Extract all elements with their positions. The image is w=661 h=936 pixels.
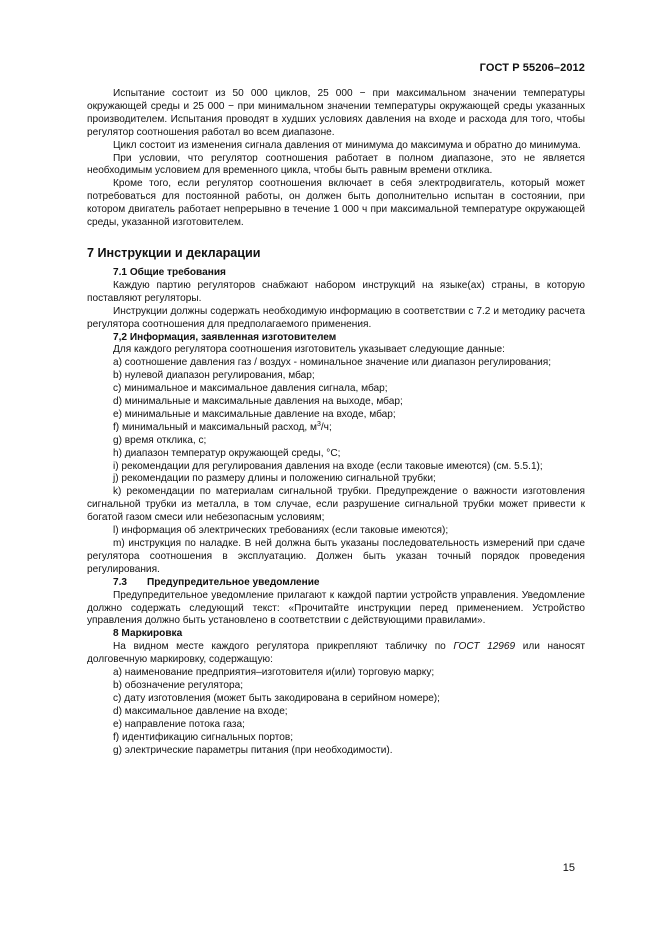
subsection-7-1-paragraph-2: Инструкции должны содержать необходимую информацию в соответствии с 7.2 и методику расчета регулятора соотношения для предполагаемого применения. — [87, 305, 585, 330]
subsection-7-3-number: 7.3 — [113, 576, 128, 588]
subsection-7-3-heading — [87, 577, 585, 590]
section-7-heading: 7 Инструкции и декларации — [87, 245, 261, 260]
list-item-k: k) рекомендации по материалам сигнальной трубки. Предупреждение о важности изготовления сигнальной трубки из металла, в том случае, если разрушение сигнальной трубки может привести к богатой газом смеси или небезопасным условиям; — [87, 486, 585, 524]
intro-paragraph-3: При условии, что регулятор соотношения работает в полном диапазоне, это не является необходимым условием для временного цикла, чтобы быть равным времени отклика. — [87, 152, 585, 177]
standard-reference: ГОСТ 12969 — [453, 641, 516, 653]
list-item-c: c) минимальное и максимальное давления сигнала, мбар; — [113, 383, 388, 395]
list-item-b: b) нулевой диапазон регулирования, мбар; — [113, 370, 315, 382]
list-item-g: g) время отклика, с; — [113, 434, 207, 446]
marking-item-c: c) дату изготовления (может быть закодирована в серийном номере); — [113, 692, 440, 704]
marking-item-a: a) наименование предприятия–изготовителя и(или) торговую марку; — [113, 667, 435, 679]
list-item-d: d) минимальные и максимальные давления на выходе, мбар; — [113, 396, 403, 408]
subsection-7-2-intro: Для каждого регулятора соотношения изготовитель указывает следующие данные: — [113, 344, 505, 356]
list-item-f — [87, 422, 585, 435]
subsection-7-3-paragraph: Предупредительное уведомление прилагают к каждой партии устройств управления. Уведомление должно содержать следующий текст: «Прочитайте инструкции перед применением. Устройство управления должно быть установлено в соответствии с действующими правилами». — [87, 589, 585, 627]
subsection-7-1-heading: 7.1 Общие требования — [113, 266, 226, 278]
marking-item-f: f) идентификацию сигнальных портов; — [113, 731, 294, 743]
marking-item-d: d) максимальное давление на входе; — [113, 705, 288, 717]
list-item-m: m) инструкция по наладке. В ней должна быть указаны последовательность измерений при сдаче регулятора соотношения в эксплуатацию. Должен быть указан точный порядок проведения регулирования. — [87, 538, 585, 575]
list-item-a: a) соотношение давления газ / воздух - номинальное значение или диапазон регулирования; — [113, 357, 552, 369]
page-number: 15 — [562, 862, 575, 874]
section-8-paragraph — [87, 641, 585, 667]
marking-item-e: e) направление потока газа; — [113, 718, 245, 730]
page-content — [87, 88, 585, 757]
section-8-text-post: или наносят долговечную маркировку, содержащую: — [87, 641, 585, 666]
subsection-7-2-heading: 7,2 Информация, заявленная изготовителем — [113, 331, 337, 343]
list-item-f-text: f) минимальный и максимальный расход, м — [113, 421, 317, 433]
marking-item-g: g) электрические параметры питания (при необходимости). — [113, 744, 393, 756]
list-item-h: h) диапазон температур окружающей среды, °С; — [113, 447, 341, 459]
intro-paragraph-1: Испытание состоит из 50 000 циклов, 25 000 − при максимальном значении температуры окружающей среды и 25 000 − при минимальном значении температуры окружающей среды указанных производителем. Испытания проводят в худших условиях давления на входе и расхода для того, чтобы регулятор соотношения работал во всем диапазоне. — [87, 88, 585, 138]
marking-item-b: b) обозначение регулятора; — [113, 679, 244, 691]
intro-paragraph-4: Кроме того, если регулятор соотношения включает в себя электродвигатель, который может потребоваться для постоянной работы, он должен быть дополнительно испытан в состоянии, при котором двигатель работает непрерывно в течение 1 000 ч при максимальной температуре окружающей среды, указанной изготовителем. — [87, 178, 585, 229]
list-item-f-superscript: 3 — [316, 420, 321, 428]
subsection-7-3-title: Предупредительное уведомление — [147, 576, 320, 588]
document-id: ГОСТ Р 55206–2012 — [479, 62, 585, 74]
section-8-text-pre: На видном месте каждого регулятора прикрепляют табличку по — [113, 641, 454, 653]
intro-paragraph-2: Цикл состоит из изменения сигнала давления от минимума до максимума и обратно до минимума. — [113, 139, 581, 151]
list-item-i: i) рекомендации для регулирования давления на входе (если таковые имеются) (см. 5.5.1); — [113, 460, 543, 472]
list-item-f-unit: /ч; — [320, 421, 332, 433]
list-item-l: l) информация об электрических требованиях (если таковые имеются); — [113, 525, 449, 537]
section-8-heading: 8 Маркировка — [113, 628, 183, 640]
subsection-7-1-paragraph-1: Каждую партию регуляторов снабжают набором инструкций на языке(ах) страны, в которую поставляют регуляторы. — [87, 279, 585, 304]
list-item-e: e) минимальные и максимальные давление на входе, мбар; — [113, 408, 396, 420]
list-item-j: j) рекомендации по размеру длины и положению сигнальной трубки; — [113, 473, 436, 485]
